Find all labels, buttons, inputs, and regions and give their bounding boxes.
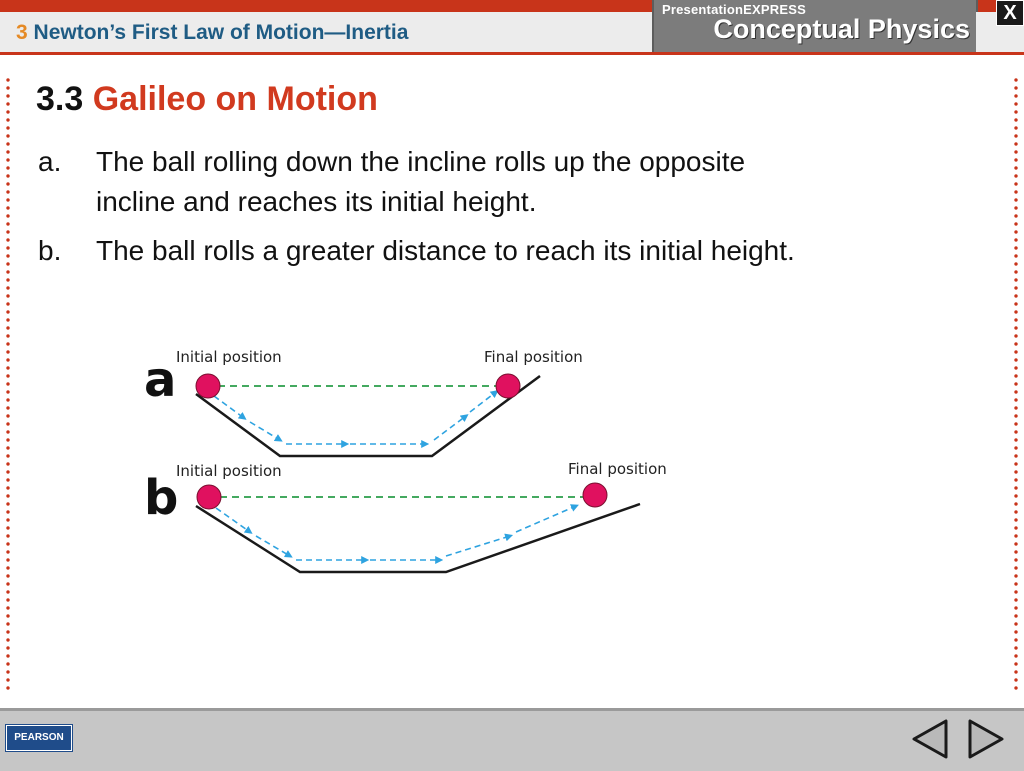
close-button[interactable]: X [996, 0, 1024, 26]
chapter-title [16, 21, 408, 45]
header-bottom-line [0, 52, 1024, 55]
section-number: 3.3 [36, 80, 84, 118]
path-arrow [470, 392, 496, 412]
chapter-title-bar [0, 12, 652, 55]
chapter-number: 3 [16, 21, 28, 44]
prev-arrow-icon [910, 718, 950, 760]
list-item-letter: b. [38, 235, 62, 266]
section-name: Galileo on Motion [92, 80, 378, 118]
chapter-title-text: Newton’s First Law of Motion—Inertia [33, 21, 409, 44]
panel-a-letter: a [144, 352, 177, 408]
list-item [38, 142, 958, 224]
panel-b-final-label: Final position [568, 460, 667, 478]
brand-conceptual-physics: Conceptual Physics [713, 14, 970, 44]
list-item [38, 231, 998, 271]
list-item-letter: a. [38, 146, 62, 177]
dotted-border-left [6, 76, 10, 692]
brand-logo [652, 0, 978, 52]
panel-b-track [196, 504, 640, 572]
slide-title [36, 80, 378, 119]
ball-initial-a [196, 374, 220, 398]
incline-diagram [140, 340, 680, 590]
panel-a-final-label: Final position [484, 348, 583, 366]
next-slide-button[interactable] [966, 718, 1006, 760]
list-item-line: The ball rolling down the incline rolls up the opposite [96, 146, 746, 177]
path-arrow [516, 506, 576, 532]
list-item-line: incline and reaches its initial height. [96, 186, 537, 217]
footer-bar [0, 708, 1024, 771]
ball-final-a [496, 374, 520, 398]
dotted-border-right [1014, 76, 1018, 692]
panel-b-initial-label: Initial position [176, 462, 282, 480]
top-header [0, 0, 1024, 62]
panel-a-initial-label: Initial position [176, 348, 282, 366]
pearson-logo: PEARSON [6, 725, 72, 751]
list-item-text [96, 142, 745, 222]
path-arrow [434, 416, 466, 440]
panel-b-letter: b [144, 470, 179, 526]
path-arrow [214, 396, 244, 418]
brand-presentation-express: PresentationEXPRESS [662, 2, 806, 17]
ball-final-b [583, 483, 607, 507]
ball-initial-b [197, 485, 221, 509]
next-arrow-icon [966, 718, 1006, 760]
list-item-text: The ball rolls a greater distance to reach its initial height. [96, 235, 795, 266]
panel-a-track [196, 376, 540, 456]
previous-slide-button[interactable] [910, 718, 950, 760]
